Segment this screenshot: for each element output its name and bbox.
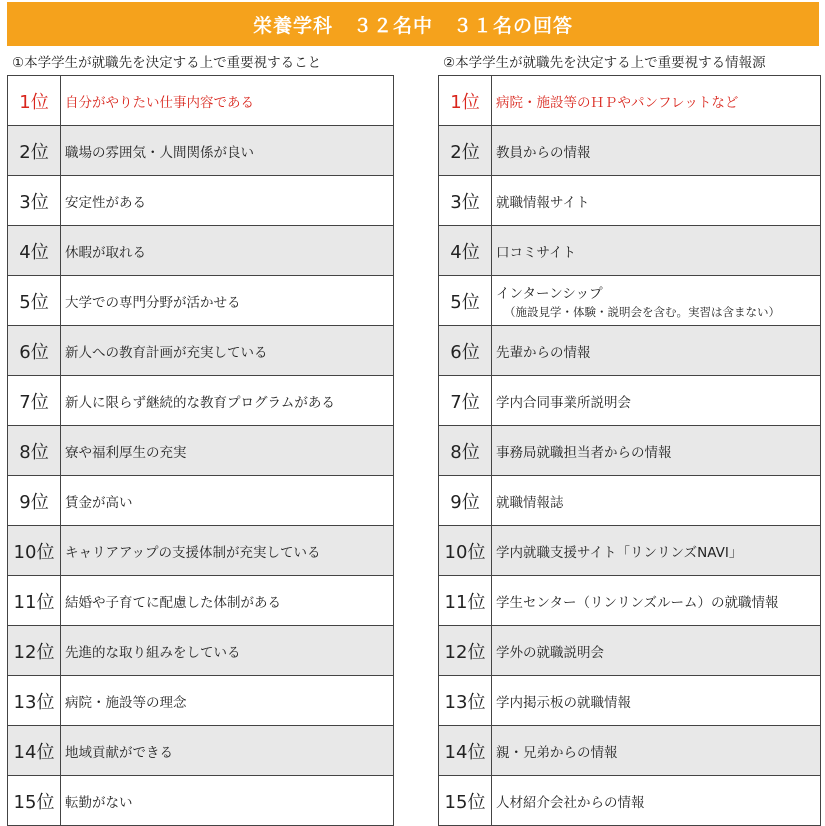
table-row — [439, 676, 821, 726]
rank-cell: 4位 — [439, 226, 492, 276]
rank-cell: 2位 — [439, 126, 492, 176]
item-cell — [492, 626, 821, 676]
table-row — [8, 526, 394, 576]
item-text: 新人に限らず継続的な教育プログラムがある — [65, 394, 335, 411]
table-row — [439, 176, 821, 226]
rank-cell: 13位 — [8, 676, 61, 726]
item-cell — [492, 426, 821, 476]
rank-cell: 3位 — [439, 176, 492, 226]
table-row — [439, 576, 821, 626]
item-text: 自分がやりたい仕事内容である — [65, 94, 254, 111]
table-row — [439, 476, 821, 526]
table-row — [439, 76, 821, 126]
item-text: 学外の就職説明会 — [496, 644, 604, 661]
table-row — [8, 276, 394, 326]
table-row — [439, 426, 821, 476]
table-row — [439, 226, 821, 276]
item-text: 人材紹介会社からの情報 — [496, 794, 645, 811]
table-row — [8, 676, 394, 726]
item-cell — [492, 726, 821, 776]
item-cell — [492, 326, 821, 376]
right-ranking-table — [438, 75, 821, 826]
rank-cell: 13位 — [439, 676, 492, 726]
rank-cell: 7位 — [439, 376, 492, 426]
rank-cell: 15位 — [8, 776, 61, 826]
rank-cell: 3位 — [8, 176, 61, 226]
item-text: 学内掲示板の就職情報 — [496, 694, 631, 711]
item-cell — [492, 576, 821, 626]
table-row — [8, 626, 394, 676]
item-cell — [492, 676, 821, 726]
rank-cell: 9位 — [8, 476, 61, 526]
item-cell — [61, 276, 394, 326]
item-cell — [61, 126, 394, 176]
rank-cell: 8位 — [439, 426, 492, 476]
left-ranking-table — [7, 75, 394, 826]
item-cell — [492, 776, 821, 826]
item-cell — [61, 426, 394, 476]
item-text: 学生センター（リンリンズルーム）の就職情報 — [496, 594, 779, 611]
rank-cell: 5位 — [8, 276, 61, 326]
table-row — [8, 726, 394, 776]
rank-cell: 6位 — [439, 326, 492, 376]
item-cell — [492, 126, 821, 176]
table-row — [439, 376, 821, 426]
table-row — [439, 326, 821, 376]
rank-cell: 5位 — [439, 276, 492, 326]
rank-cell: 12位 — [439, 626, 492, 676]
item-cell — [61, 576, 394, 626]
item-cell — [492, 226, 821, 276]
item-cell — [61, 476, 394, 526]
item-text: 休暇が取れる — [65, 244, 146, 261]
table-row — [439, 276, 821, 326]
rank-cell: 10位 — [8, 526, 61, 576]
item-cell — [492, 376, 821, 426]
table-row — [439, 526, 821, 576]
table-row — [439, 626, 821, 676]
item-text: 就職情報サイト — [496, 194, 590, 211]
item-cell — [492, 176, 821, 226]
item-text: インターンシップ — [496, 285, 603, 302]
item-text: 賃金が高い — [65, 494, 133, 511]
rank-cell: 4位 — [8, 226, 61, 276]
item-text: 病院・施設等の理念 — [65, 694, 187, 711]
rank-cell: 14位 — [439, 726, 492, 776]
item-cell — [61, 176, 394, 226]
item-cell — [61, 526, 394, 576]
rank-cell: 2位 — [8, 126, 61, 176]
rank-cell: 15位 — [439, 776, 492, 826]
table-row — [8, 576, 394, 626]
item-text: 転勤がない — [65, 794, 133, 811]
item-cell — [61, 676, 394, 726]
rank-cell: 6位 — [8, 326, 61, 376]
table-row — [8, 476, 394, 526]
item-cell — [492, 476, 821, 526]
item-cell — [61, 626, 394, 676]
table-row — [439, 126, 821, 176]
item-text: 学内合同事業所説明会 — [496, 394, 631, 411]
item-cell — [492, 276, 821, 326]
item-cell — [61, 326, 394, 376]
table-row — [8, 376, 394, 426]
title-banner — [7, 2, 819, 46]
table-row — [8, 426, 394, 476]
rank-cell: 11位 — [8, 576, 61, 626]
rank-cell: 14位 — [8, 726, 61, 776]
rank-cell: 11位 — [439, 576, 492, 626]
item-text: 大学での専門分野が活かせる — [65, 294, 241, 311]
table-row — [439, 726, 821, 776]
item-text: 結婚や子育てに配慮した体制がある — [65, 594, 281, 611]
rank-cell: 7位 — [8, 376, 61, 426]
left-subtitle: ①本学学生が就職先を決定する上で重要視すること — [12, 55, 322, 71]
item-text: 職場の雰囲気・人間関係が良い — [65, 144, 254, 161]
table-row — [439, 776, 821, 826]
item-cell — [61, 376, 394, 426]
item-text: 学内就職支援サイト「リンリンズNAVI」 — [496, 544, 743, 561]
table-row — [8, 176, 394, 226]
rank-cell: 9位 — [439, 476, 492, 526]
table-row — [8, 226, 394, 276]
item-text: 親・兄弟からの情報 — [496, 744, 618, 761]
item-text: 教員からの情報 — [496, 144, 591, 161]
table-row — [8, 126, 394, 176]
table-row — [8, 76, 394, 126]
item-text: 地域貢献ができる — [65, 744, 173, 761]
right-subtitle: ②本学学生が就職先を決定する上で重要視する情報源 — [443, 55, 766, 71]
item-subtext: （施設見学・体験・説明会を含む。実習は含まない） — [504, 304, 780, 319]
rank-cell: 1位 — [439, 76, 492, 126]
table-row — [8, 776, 394, 826]
item-text: 先進的な取り組みをしている — [65, 644, 241, 661]
item-text: 病院・施設等のＨＰやパンフレットなど — [496, 94, 739, 111]
rank-cell: 10位 — [439, 526, 492, 576]
item-text: 口コミサイト — [496, 244, 577, 261]
item-cell — [492, 76, 821, 126]
item-cell — [492, 526, 821, 576]
item-text: 就職情報誌 — [496, 494, 564, 511]
item-cell — [61, 76, 394, 126]
rank-cell: 8位 — [8, 426, 61, 476]
item-text: 事務局就職担当者からの情報 — [496, 444, 672, 461]
item-text: 新人への教育計画が充実している — [65, 344, 268, 361]
rank-cell: 1位 — [8, 76, 61, 126]
table-row — [8, 326, 394, 376]
item-cell — [61, 226, 394, 276]
rank-cell: 12位 — [8, 626, 61, 676]
item-text: 安定性がある — [65, 194, 146, 211]
item-text: キャリアアップの支援体制が充実している — [65, 544, 321, 561]
item-cell — [61, 726, 394, 776]
page-title: 栄養学科 ３２名中 ３１名の回答 — [252, 14, 573, 37]
item-text: 寮や福利厚生の充実 — [65, 444, 187, 461]
item-cell — [61, 776, 394, 826]
item-text: 先輩からの情報 — [496, 344, 591, 361]
